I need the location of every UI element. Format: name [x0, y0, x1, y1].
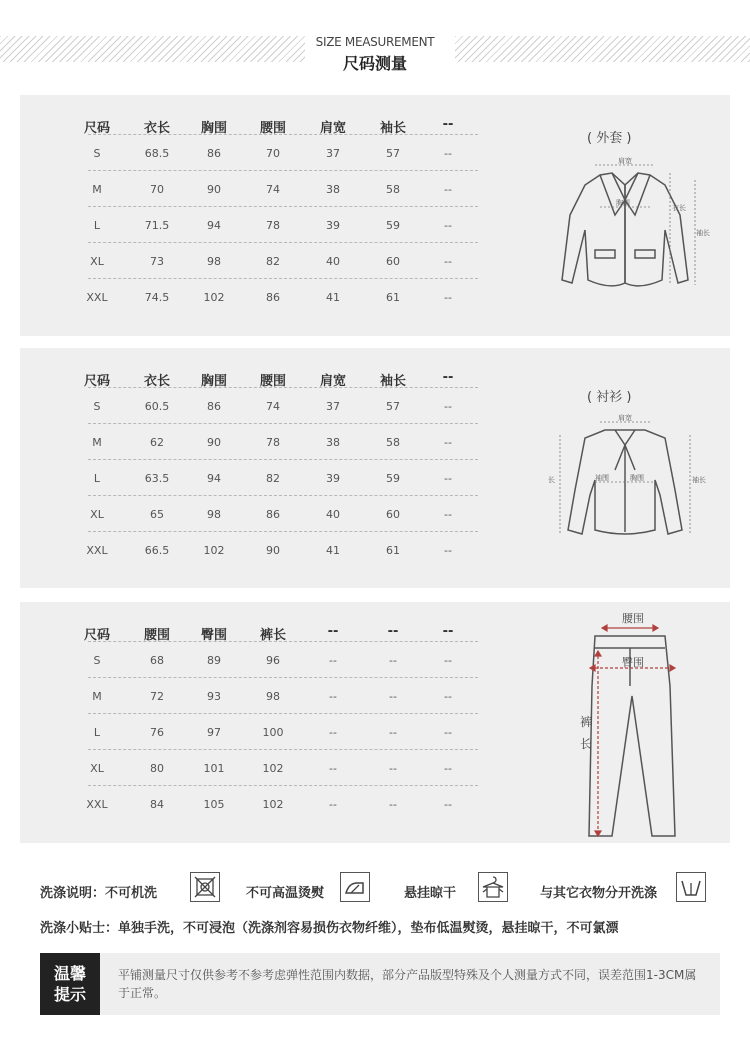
- table-cell: XL: [90, 255, 104, 268]
- jacket-mark-chest: 胸围: [616, 199, 630, 207]
- table-cell: XL: [90, 508, 104, 521]
- table-cell: 102: [203, 544, 225, 557]
- table-cell: 40: [326, 508, 340, 521]
- table-cell: 41: [326, 291, 340, 304]
- table-cell: XXL: [86, 798, 108, 811]
- table-header-cell: 胸围: [200, 121, 227, 136]
- table-cell: 102: [262, 798, 284, 811]
- table-cell: 100: [262, 726, 284, 739]
- pants-mark-waist: 腰围: [622, 612, 644, 625]
- table-cell: 74: [266, 183, 280, 196]
- table-cell: 98: [207, 255, 221, 268]
- table-cell: 94: [207, 472, 221, 485]
- table-cell: --: [444, 183, 452, 196]
- table-cell: 80: [150, 762, 164, 775]
- table-cell: XL: [90, 762, 104, 775]
- table-cell: S: [93, 654, 101, 667]
- notice-box: [40, 953, 720, 1015]
- table-header-cell: 尺码: [83, 121, 110, 136]
- pants-mark-length-2: 长: [580, 737, 593, 751]
- wash-separately-icon: [676, 872, 706, 902]
- table-cell: 60: [386, 255, 400, 268]
- table-cell: M: [92, 436, 102, 449]
- table-cell: 57: [386, 147, 400, 160]
- table-cell: 86: [266, 291, 280, 304]
- pants-diagram: [560, 606, 710, 841]
- notice-text: 平铺测量尺寸仅供参考不参考虑弹性范围内数据，部分产品版型特殊及个人测量方式不同，误差范围1-3CM属于正常。: [118, 968, 697, 1000]
- table-cell: 98: [266, 690, 280, 703]
- table-cell: --: [444, 798, 452, 811]
- table-header-cell: 肩宽: [319, 121, 346, 136]
- table-cell: 71.5: [144, 219, 170, 232]
- table-cell: 84: [150, 798, 164, 811]
- table-cell: 59: [386, 472, 400, 485]
- table-cell: 38: [326, 183, 340, 196]
- table-cell: 98: [207, 508, 221, 521]
- table-cell: 102: [262, 762, 284, 775]
- table-cell: 65: [150, 508, 164, 521]
- table-cell: --: [329, 798, 337, 811]
- table-cell: 78: [266, 219, 280, 232]
- header-hatch-left: [0, 36, 305, 62]
- title-chinese: 尺码测量: [342, 54, 407, 73]
- table-header-cell: 衣长: [143, 374, 170, 389]
- table-cell: 96: [266, 654, 280, 667]
- table-cell: S: [93, 400, 101, 413]
- table-cell: 101: [203, 762, 225, 775]
- table-cell: 97: [207, 726, 221, 739]
- table-cell: 73: [150, 255, 164, 268]
- table-cell: 58: [386, 436, 400, 449]
- table-cell: 86: [266, 508, 280, 521]
- table-header-cell: 胸围: [200, 374, 227, 389]
- table-header-cell: --: [442, 624, 454, 639]
- table-cell: 58: [386, 183, 400, 196]
- row-divider: [88, 531, 478, 532]
- table-cell: --: [389, 726, 397, 739]
- table-header-cell: 袖长: [379, 121, 406, 136]
- title-english: SIZE MEASUREMENT: [315, 35, 435, 49]
- table-cell: --: [444, 219, 452, 232]
- table-cell: 38: [326, 436, 340, 449]
- figure-label-shirt: ( 衬衫 ): [587, 390, 632, 405]
- shirt-mark-sleeve: 袖长: [692, 476, 706, 484]
- table-cell: --: [389, 798, 397, 811]
- table-cell: 86: [207, 400, 221, 413]
- table-cell: --: [444, 291, 452, 304]
- figure-label-jacket: ( 外套 ): [587, 131, 632, 146]
- table-header-cell: 肩宽: [319, 374, 346, 389]
- table-cell: L: [93, 472, 101, 485]
- washing-tip: 洗涤小贴士：单独手洗，不可浸泡（洗涤剂容易损伤衣物纤维），垫布低温熨烫，悬挂晾干，不可氯漂: [40, 921, 619, 936]
- row-divider: [88, 713, 478, 714]
- table-cell: --: [444, 690, 452, 703]
- table-cell: 61: [386, 544, 400, 557]
- table-header-cell: --: [442, 117, 454, 132]
- table-cell: 70: [150, 183, 164, 196]
- care-no-machine-wash-label: 洗涤说明：不可机洗: [40, 886, 158, 901]
- table-cell: 74: [266, 400, 280, 413]
- shirt-mark-length: 长: [548, 476, 555, 484]
- row-divider: [88, 785, 478, 786]
- table-cell: --: [444, 654, 452, 667]
- table-cell: L: [93, 726, 101, 739]
- table-cell: --: [444, 508, 452, 521]
- table-header-cell: 腰围: [259, 374, 286, 389]
- row-divider: [88, 641, 478, 642]
- table-cell: --: [329, 690, 337, 703]
- table-cell: 86: [207, 147, 221, 160]
- table-cell: 39: [326, 219, 340, 232]
- row-divider: [88, 749, 478, 750]
- table-cell: --: [329, 726, 337, 739]
- row-divider: [88, 495, 478, 496]
- notice-tag-line2: 提示: [53, 985, 86, 1004]
- notice-tag-line1: 温馨: [53, 964, 86, 983]
- table-cell: --: [444, 147, 452, 160]
- table-cell: 70: [266, 147, 280, 160]
- table-cell: 90: [266, 544, 280, 557]
- table-header-cell: 臀围: [200, 628, 227, 643]
- table-cell: --: [389, 654, 397, 667]
- no-machine-wash-icon: [190, 872, 220, 902]
- row-divider: [88, 423, 478, 424]
- table-cell: 60.5: [144, 400, 170, 413]
- table-cell: --: [329, 654, 337, 667]
- row-divider: [88, 242, 478, 243]
- table-cell: S: [93, 147, 101, 160]
- table-cell: 66.5: [144, 544, 170, 557]
- care-no-iron-label: 不可高温烫熨: [246, 886, 325, 901]
- pants-mark-length-1: 裤: [580, 715, 593, 729]
- table-cell: --: [444, 762, 452, 775]
- table-cell: 39: [326, 472, 340, 485]
- care-wash-separately-label: 与其它衣物分开洗涤: [540, 886, 658, 901]
- table-header-cell: --: [387, 624, 399, 639]
- table-cell: --: [444, 400, 452, 413]
- table-cell: --: [444, 472, 452, 485]
- table-cell: 82: [266, 255, 280, 268]
- table-cell: 61: [386, 291, 400, 304]
- table-cell: --: [389, 762, 397, 775]
- table-cell: 78: [266, 436, 280, 449]
- table-cell: 72: [150, 690, 164, 703]
- table-header-cell: 尺码: [83, 374, 110, 389]
- table-header-cell: --: [442, 370, 454, 385]
- table-cell: 90: [207, 436, 221, 449]
- table-cell: 90: [207, 183, 221, 196]
- jacket-diagram: [540, 155, 710, 305]
- table-cell: M: [92, 183, 102, 196]
- table-cell: --: [444, 436, 452, 449]
- table-cell: 60: [386, 508, 400, 521]
- table-cell: --: [389, 690, 397, 703]
- table-cell: 89: [207, 654, 221, 667]
- shirt-mark-shoulder: 肩宽: [618, 414, 632, 422]
- table-cell: 76: [150, 726, 164, 739]
- shirt-diagram: [540, 410, 710, 550]
- table-cell: --: [444, 544, 452, 557]
- row-divider: [88, 387, 478, 388]
- table-cell: 93: [207, 690, 221, 703]
- table-header-cell: 尺码: [83, 628, 110, 643]
- table-cell: 74.5: [144, 291, 170, 304]
- row-divider: [88, 459, 478, 460]
- shirt-mark-sleeve-width: 袖围: [595, 474, 609, 482]
- jacket-mark-length: 衣长: [672, 204, 686, 212]
- table-cell: 59: [386, 219, 400, 232]
- row-divider: [88, 206, 478, 207]
- table-cell: 102: [203, 291, 225, 304]
- table-cell: XXL: [86, 544, 108, 557]
- iron-icon: [340, 872, 370, 902]
- care-hang-dry-label: 悬挂晾干: [404, 886, 457, 901]
- shirt-mark-chest: 胸围: [630, 474, 644, 482]
- table-cell: 37: [326, 400, 340, 413]
- table-cell: M: [92, 690, 102, 703]
- table-cell: --: [444, 255, 452, 268]
- table-cell: --: [329, 762, 337, 775]
- table-cell: XXL: [86, 291, 108, 304]
- row-divider: [88, 134, 478, 135]
- table-cell: 94: [207, 219, 221, 232]
- row-divider: [88, 170, 478, 171]
- jacket-mark-sleeve: 袖长: [696, 229, 710, 237]
- table-cell: 68.5: [144, 147, 170, 160]
- row-divider: [88, 278, 478, 279]
- table-header-cell: 腰围: [259, 121, 286, 136]
- table-cell: 57: [386, 400, 400, 413]
- table-header-cell: 袖长: [379, 374, 406, 389]
- table-header-cell: 腰围: [143, 628, 170, 643]
- table-cell: 41: [326, 544, 340, 557]
- table-cell: 105: [203, 798, 225, 811]
- table-cell: 63.5: [144, 472, 170, 485]
- table-cell: 40: [326, 255, 340, 268]
- pants-mark-hip: 臀围: [622, 656, 644, 669]
- table-header-cell: 衣长: [143, 121, 170, 136]
- table-cell: 82: [266, 472, 280, 485]
- table-header-cell: 裤长: [259, 628, 286, 643]
- table-header-cell: --: [327, 624, 339, 639]
- table-cell: 62: [150, 436, 164, 449]
- table-cell: --: [444, 726, 452, 739]
- jacket-mark-shoulder: 肩宽: [618, 157, 632, 165]
- table-cell: 68: [150, 654, 164, 667]
- table-cell: 37: [326, 147, 340, 160]
- header-hatch-right: [455, 36, 750, 62]
- table-cell: L: [93, 219, 101, 232]
- row-divider: [88, 677, 478, 678]
- hang-dry-icon: [478, 872, 508, 902]
- notice-tag: [40, 953, 100, 1015]
